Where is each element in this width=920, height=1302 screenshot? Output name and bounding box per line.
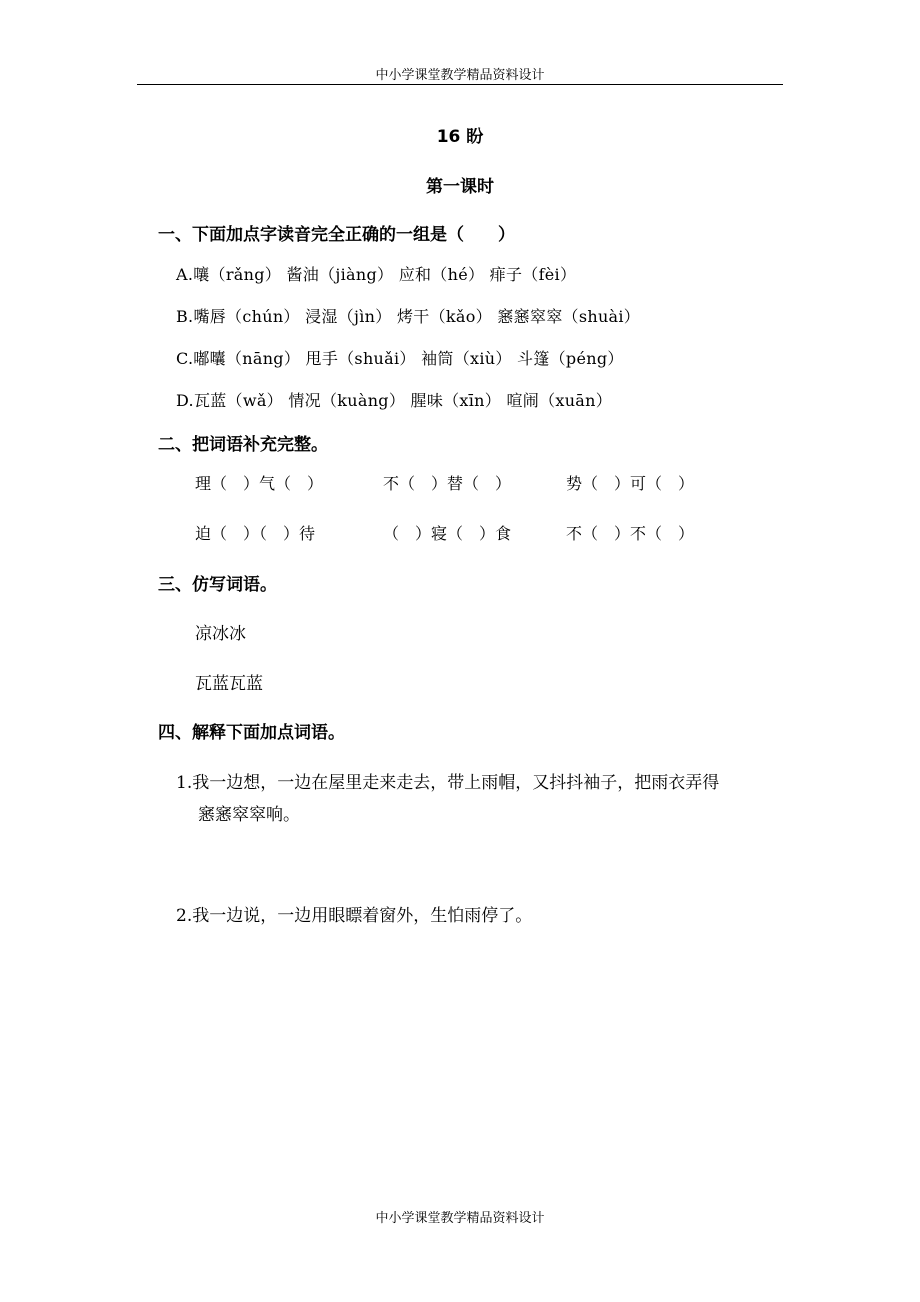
- section-1-heading: 一、下面加点字读音完全正确的一组是（ ）: [158, 225, 515, 245]
- sentence-1-line-2: 窸窸窣窣响。: [198, 805, 300, 825]
- option-d: D.瓦蓝（wǎ） 情况（kuàng） 腥味（xīn） 喧闹（xuān）: [176, 391, 613, 410]
- section-3-heading: 三、仿写词语。: [158, 575, 277, 595]
- page-footer: 中小学课堂教学精品资料设计: [375, 1211, 545, 1226]
- option-c: C.嘟囔（nāng） 甩手（shuǎi） 袖筒（xiù） 斗篷（péng）: [176, 349, 624, 368]
- sentence-1-line-1: 1.我一边想，一边在屋里走来走去，带上雨帽，又抖抖袖子，把雨衣弄得: [176, 773, 720, 793]
- section-4-heading: 四、解释下面加点词语。: [158, 723, 345, 743]
- lesson-subtitle: 第一课时: [426, 177, 494, 197]
- imitation-word: 凉冰冰: [195, 624, 246, 644]
- fill-item: 不（ ）替（ ）: [383, 474, 512, 493]
- page-header: 中小学课堂教学精品资料设计: [375, 68, 545, 83]
- option-a: A.嚷（rǎng） 酱油（jiàng） 应和（hé） 痱子（fèi）: [176, 265, 577, 284]
- fill-item: 不（ ）不（ ）: [566, 524, 695, 543]
- fill-item: （ ）寝（ ）食: [383, 524, 512, 543]
- sentence-2: 2.我一边说，一边用眼瞟着窗外，生怕雨停了。: [176, 906, 533, 926]
- fill-item: 迫（ ）（ ）待: [195, 524, 316, 543]
- fill-item: 势（ ）可（ ）: [566, 474, 695, 493]
- option-b: B.嘴唇（chún） 浸湿（jìn） 烤干（kǎo） 窸窸窣窣（shuài）: [176, 307, 641, 326]
- imitation-word: 瓦蓝瓦蓝: [195, 674, 263, 694]
- header-divider: [137, 84, 783, 85]
- lesson-title: 16 盼: [436, 127, 484, 147]
- section-2-heading: 二、把词语补充完整。: [158, 435, 328, 455]
- fill-item: 理（ ）气（ ）: [195, 474, 324, 493]
